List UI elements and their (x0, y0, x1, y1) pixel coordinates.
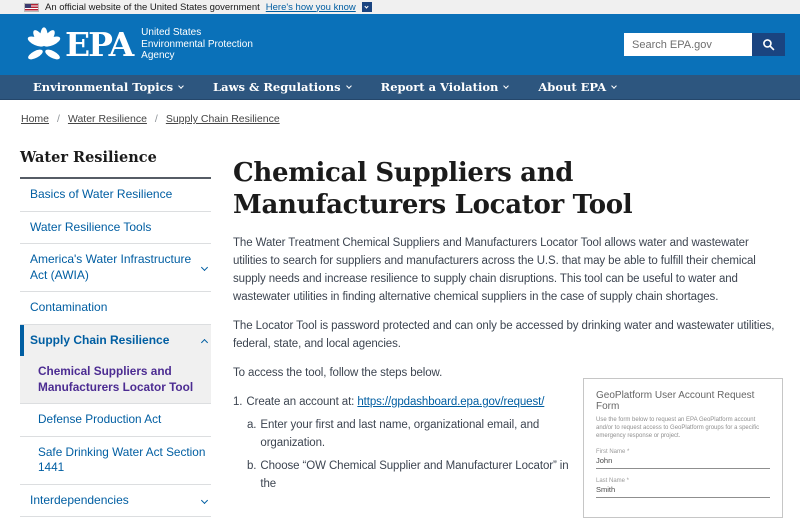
sidebar-item-basics-of-water-resilience[interactable]: Basics of Water Resilience (20, 179, 211, 212)
geoplatform-form-screenshot (583, 378, 783, 518)
chevron-up-icon (201, 339, 208, 346)
first-name-field: John (596, 455, 770, 469)
nav-label: About EPA (538, 80, 607, 94)
agency-name-line: Environmental Protection (141, 38, 253, 50)
step-1 (233, 393, 578, 411)
steps-intro-paragraph: To access the tool, follow the steps below. (233, 367, 443, 379)
substep-text: Enter your first and last name, organizational email, and organization. (260, 419, 540, 449)
substeps-list (233, 416, 578, 493)
breadcrumb-separator: / (57, 113, 60, 125)
epa-logotype: EPA (65, 25, 133, 64)
breadcrumb-supply-chain-resilience[interactable]: Supply Chain Resilience (165, 113, 280, 125)
sidebar-item-chemical-suppliers-locator[interactable]: Chemical Suppliers and Manufacturers Locator Tool (38, 364, 194, 394)
chevron-down-icon (178, 83, 184, 89)
breadcrumb-home[interactable]: Home (21, 113, 50, 125)
sidebar-item-sdwa-section-1441[interactable]: Safe Drinking Water Act Section 1441 (20, 437, 211, 485)
chevron-down-icon (346, 83, 352, 89)
agency-name-line: Agency (141, 50, 175, 62)
access-paragraph: The Locator Tool is password protected and can only be accessed by drinking water and wastewater utilities, federal, state, and local agencies. (233, 320, 775, 350)
sidebar-item-contamination[interactable]: Contamination (20, 292, 211, 325)
nav-environmental-topics[interactable] (33, 80, 183, 94)
sidebar-item-water-resilience-tools[interactable]: Water Resilience Tools (20, 212, 211, 245)
sidebar-item-defense-production-act[interactable]: Defense Production Act (20, 404, 211, 437)
steps-list (233, 393, 578, 493)
nav-label: Environmental Topics (33, 80, 174, 94)
chevron-down-icon (201, 264, 208, 271)
breadcrumb-water-resilience[interactable]: Water Resilience (67, 113, 147, 125)
search-button[interactable] (752, 33, 785, 56)
magnifier-icon (762, 38, 775, 51)
epa-masthead (0, 14, 800, 75)
site-search (624, 33, 785, 56)
search-input[interactable] (624, 33, 752, 56)
substep-marker: a. (247, 419, 257, 431)
last-name-field: Smith (596, 484, 770, 498)
epa-logo[interactable] (25, 25, 253, 65)
substep-marker: b. (247, 460, 257, 472)
nav-label: Report a Violation (380, 80, 499, 94)
substep-text: Choose “OW Chemical Supplier and Manufacturer Locator” in the (260, 460, 569, 490)
form-title: GeoPlatform User Account Request Form (596, 390, 755, 412)
step-marker: 1. (233, 396, 243, 408)
chevron-down-icon (611, 83, 617, 89)
gov-banner-text: An official website of the United States government (45, 1, 260, 13)
sidebar-title: Water Resilience (20, 142, 211, 179)
last-name-label: Last Name * (596, 478, 630, 484)
intro-paragraph: The Water Treatment Chemical Suppliers and Manufacturers Locator Tool allows water and wastewater utilities to search for suppliers and manufacturers across the U.S. that may be able to fulfill their chemical supply needs and increase resilience to supply chain disruptions. This tool can be useful to water and wastewater utilities in finding alternative chemical suppliers in the case of supply chain shortages. (233, 237, 756, 303)
chevron-down-icon (504, 83, 510, 89)
primary-nav (0, 75, 800, 100)
sidebar-item-supply-chain-resilience[interactable]: Supply Chain Resilience (20, 325, 211, 357)
nav-label: Laws & Regulations (213, 80, 341, 94)
nav-report-violation[interactable] (381, 80, 509, 94)
banner-expand-button[interactable] (362, 2, 372, 12)
chevron-down-icon (201, 497, 208, 504)
chevron-down-icon (365, 4, 369, 8)
breadcrumb (0, 100, 800, 136)
agency-name-line: United States (141, 27, 202, 39)
nav-about-epa[interactable] (538, 80, 616, 94)
gpdashboard-request-link[interactable]: https://gpdashboard.epa.gov/request/ (357, 396, 545, 408)
form-description: Use the form below to request an EPA GeoPlatform account and/or to request access to GeoPlatform groups for a specific emergency response or project. (596, 417, 760, 439)
nav-laws-regulations[interactable] (213, 80, 351, 94)
page-title: Chemical Suppliers and Manufacturers Locator Tool (233, 158, 633, 220)
sidebar-item-awia[interactable]: America's Water Infrastructure Act (AWIA) (20, 244, 211, 292)
step-1b (247, 457, 578, 493)
sidebar-nav (20, 142, 211, 517)
step-1a (247, 416, 578, 452)
breadcrumb-separator: / (154, 113, 158, 125)
sidebar-active-group (20, 325, 211, 405)
step-text: Create an account at: (246, 396, 355, 408)
first-name-label: First Name * (596, 449, 630, 455)
gov-banner (0, 0, 800, 14)
agency-name (141, 27, 253, 62)
sidebar-item-interdependencies[interactable]: Interdependencies (20, 485, 211, 518)
us-flag-icon (24, 3, 39, 12)
how-you-know-link[interactable]: Here's how you know (265, 1, 356, 13)
epa-flower-icon (25, 25, 63, 65)
